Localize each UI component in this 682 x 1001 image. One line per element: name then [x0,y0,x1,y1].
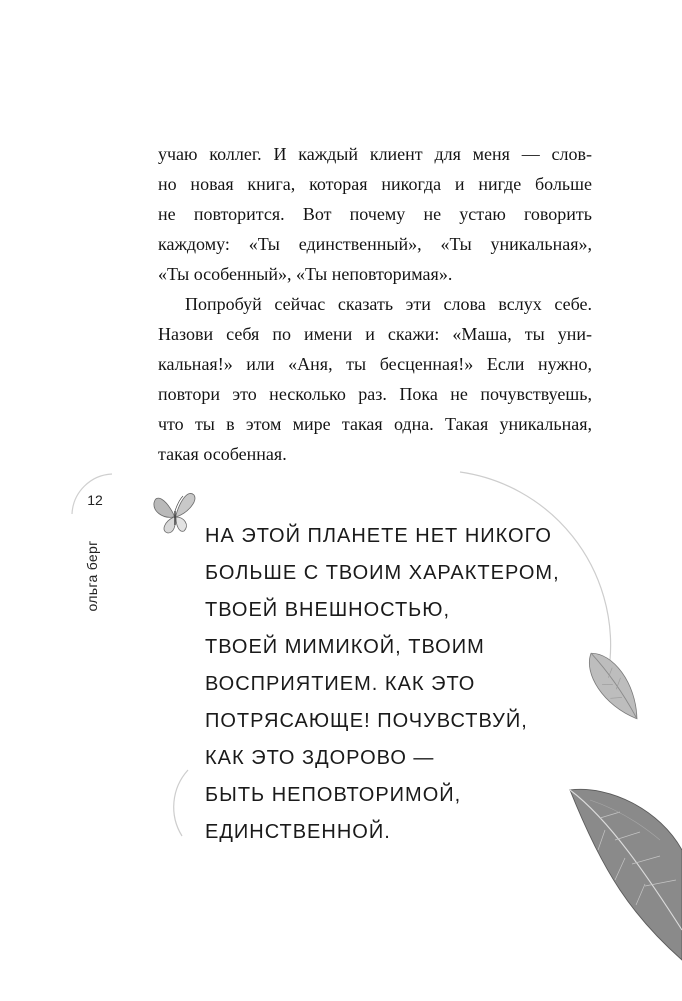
running-head-text: ольга берг [84,540,100,612]
body-line: что ты в этом мире такая одна. Такая уникальная, [158,414,592,434]
quote-line: ВОСПРИЯТИЕМ. КАК ЭТО [205,673,476,695]
quote-arc-bottom [174,770,188,836]
body-line: Попробуй сейчас сказать эти слова вслух себе. [185,294,592,314]
pull-quote [205,518,585,851]
quote-line: ТВОЕЙ МИМИКОЙ, ТВОИМ [205,636,485,658]
large-leaf-icon [570,789,682,960]
quote-line: БЫТЬ НЕПОВТОРИМОЙ, [205,784,462,806]
body-line: каждому: «Ты единственный», «Ты уникальная», [158,234,592,254]
page-number: 12 [87,492,103,508]
body-line: Назови себя по имени и скажи: «Маша, ты уни- [158,324,592,344]
body-line: «Ты особенный», «Ты неповторимая». [158,264,453,284]
body-line: кальная!» или «Аня, ты бесценная!» Если нужно, [158,354,592,374]
quote-line: НА ЭТОЙ ПЛАНЕТЕ НЕТ НИКОГО [205,525,552,547]
body-text [158,139,592,469]
body-line: не повторится. Вот почему не устаю говорить [158,204,592,224]
quote-line: ПОТРЯСАЮЩЕ! ПОЧУВСТВУЙ, [205,710,528,732]
body-line: но новая книга, которая никогда и нигде больше [158,174,592,194]
body-line: повтори это несколько раз. Пока не почувствуешь, [158,384,592,404]
quote-line: ЕДИНСТВЕННОЙ. [205,821,391,843]
small-leaf-icon [579,645,648,727]
body-line: учаю коллег. И каждый клиент для меня — слов- [158,144,592,164]
quote-line: КАК ЭТО ЗДОРОВО — [205,747,435,769]
butterfly-icon [154,493,195,533]
body-line: такая особенная. [158,444,287,464]
quote-line: ТВОЕЙ ВНЕШНОСТЬЮ, [205,599,451,621]
quote-line: БОЛЬШЕ С ТВОИМ ХАРАКТЕРОМ, [205,562,560,584]
